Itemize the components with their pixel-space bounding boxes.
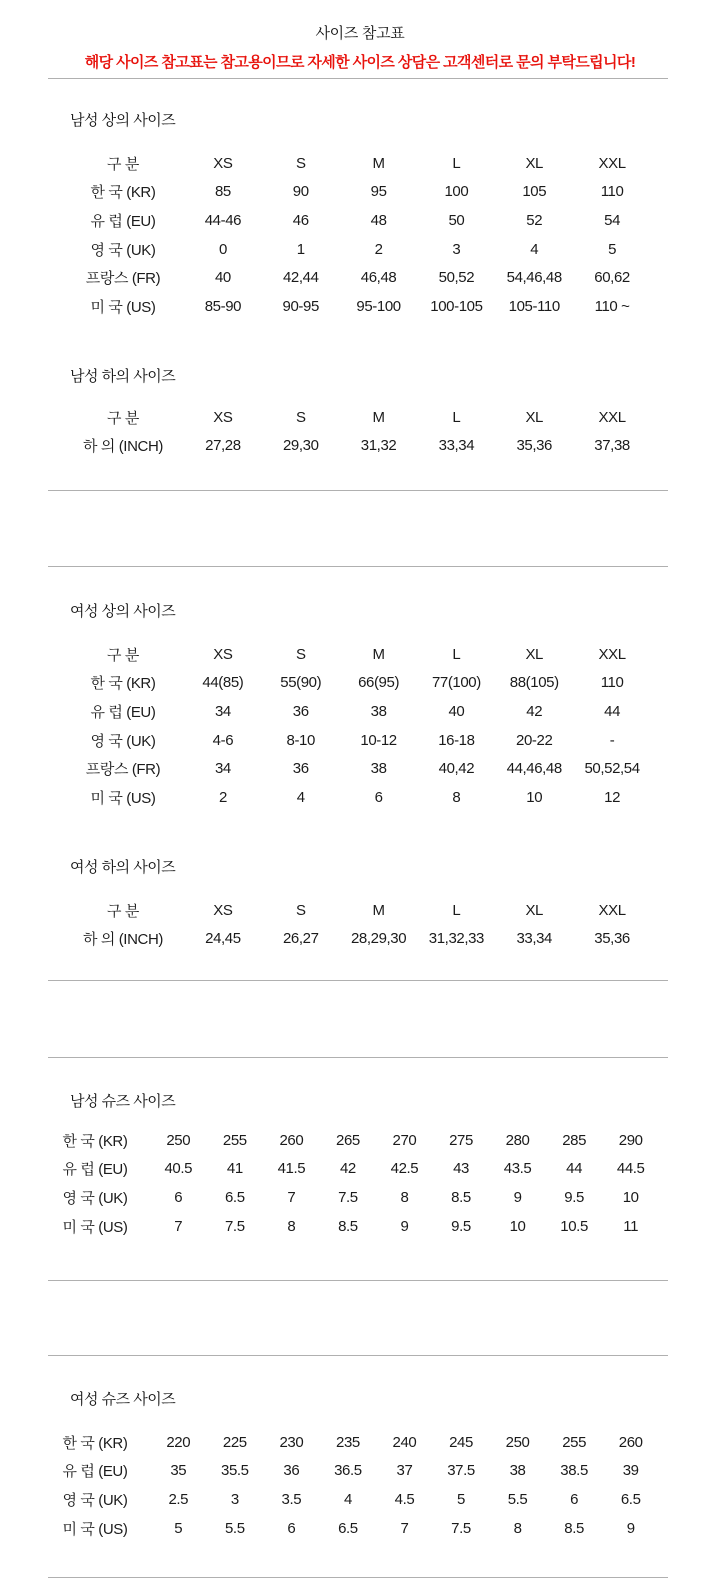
value-cell: - — [609, 731, 615, 749]
table-row — [40, 1126, 659, 1155]
value-cell: 46,48 — [360, 269, 397, 287]
value-cell: 7.5 — [451, 1519, 471, 1537]
value-cell: 8 — [287, 1217, 296, 1235]
value-cell: 88(105) — [509, 674, 559, 692]
value-cell: XXL — [598, 645, 626, 663]
value-cell: 34 — [214, 702, 231, 720]
value-cell: 37,38 — [594, 437, 630, 455]
value-cell: 12 — [604, 788, 621, 806]
value-cell: 48 — [370, 211, 387, 229]
value-cell: 255 — [562, 1433, 587, 1451]
row-label-cell: 구 분 — [107, 646, 139, 664]
value-cell: 60,62 — [594, 269, 630, 287]
row-label-cell: 유 럽 (EU) — [62, 1161, 128, 1179]
men-shoes-size-table — [40, 1126, 659, 1240]
row-label-cell: 미 국 (US) — [90, 789, 156, 807]
value-cell: S — [295, 154, 306, 172]
value-cell: 54 — [604, 211, 621, 229]
value-cell: L — [452, 154, 461, 172]
value-cell: 8.5 — [451, 1188, 471, 1206]
value-cell: 38 — [370, 760, 387, 778]
notice-text: 해당 사이즈 참고표는 참고용이므로 자세한 사이즈 상담은 고객센터로 문의 부탁드립니다! — [84, 54, 636, 71]
value-cell: 1 — [296, 240, 305, 258]
value-cell: XS — [213, 645, 233, 663]
value-cell: 5.5 — [224, 1519, 245, 1537]
value-cell: XS — [213, 901, 233, 919]
value-cell: XXL — [598, 901, 626, 919]
value-cell: 43 — [453, 1160, 469, 1178]
table-row — [40, 1428, 659, 1457]
value-cell: 0 — [218, 240, 227, 258]
value-cell: 28,29,30 — [350, 930, 407, 948]
value-cell: 7 — [174, 1217, 183, 1235]
value-cell: 42 — [526, 702, 543, 720]
value-cell: 100-105 — [430, 297, 483, 315]
divider-line — [48, 566, 668, 567]
value-cell: 9.5 — [564, 1188, 584, 1206]
row-label-cell: 미 국 (US) — [62, 1218, 128, 1236]
row-label-cell: 영 국 (UK) — [62, 1189, 128, 1207]
value-cell: 26,27 — [282, 930, 319, 948]
value-cell: 7 — [287, 1188, 296, 1206]
men-top-size-table — [62, 149, 651, 321]
value-cell: 40,42 — [438, 760, 475, 778]
value-cell: 35,36 — [516, 437, 552, 455]
value-cell: 6 — [374, 788, 383, 806]
value-cell: 8-10 — [286, 731, 315, 749]
value-cell: 35.5 — [221, 1462, 249, 1480]
value-cell: 44 — [566, 1160, 583, 1178]
table-row — [62, 206, 651, 235]
value-cell: 40 — [448, 702, 465, 720]
table-row — [62, 726, 651, 755]
value-cell: 50,52 — [438, 269, 475, 287]
value-cell: XXL — [598, 154, 626, 172]
value-cell: 7.5 — [338, 1188, 358, 1206]
value-cell: 280 — [505, 1131, 530, 1149]
section-title-women-shoes: 여성 슈즈 사이즈 — [70, 1391, 176, 1408]
table-row — [40, 1485, 659, 1514]
value-cell: 90-95 — [282, 297, 319, 315]
row-label-cell: 미 국 (US) — [62, 1520, 128, 1538]
divider-line — [48, 980, 668, 981]
value-cell: 6.5 — [224, 1188, 245, 1206]
value-cell: 4-6 — [212, 731, 234, 749]
row-label-cell: 영 국 (UK) — [62, 1491, 128, 1509]
value-cell: 95-100 — [356, 297, 401, 315]
value-cell: XL — [525, 645, 543, 663]
value-cell: L — [452, 408, 461, 426]
value-cell: 10.5 — [560, 1217, 588, 1235]
divider-line — [48, 1577, 668, 1578]
value-cell: 2 — [374, 240, 383, 258]
divider-line — [48, 1280, 668, 1281]
value-cell: 50 — [448, 211, 465, 229]
value-cell: 2 — [218, 788, 227, 806]
value-cell: 8 — [400, 1188, 409, 1206]
row-label-cell: 유 럽 (EU) — [90, 212, 156, 230]
value-cell: 5.5 — [507, 1490, 528, 1508]
value-cell: M — [372, 901, 385, 919]
value-cell: 34 — [214, 760, 231, 778]
value-cell: 38 — [370, 702, 387, 720]
value-cell: 10-12 — [360, 731, 397, 749]
value-cell: 41.5 — [277, 1160, 306, 1178]
value-cell: 270 — [392, 1131, 417, 1149]
value-cell: XS — [213, 154, 233, 172]
value-cell: 8.5 — [338, 1217, 358, 1235]
value-cell: 85 — [214, 183, 231, 201]
value-cell: M — [372, 154, 385, 172]
table-row — [40, 1212, 659, 1241]
value-cell: 250 — [505, 1433, 530, 1451]
value-cell: 7 — [400, 1519, 409, 1537]
row-label-cell: 하 의 (INCH) — [83, 931, 163, 949]
value-cell: 250 — [166, 1131, 191, 1149]
row-label-cell: 한 국 (KR) — [90, 184, 156, 202]
table-header-row — [62, 640, 651, 669]
value-cell: 55(90) — [280, 674, 322, 692]
value-cell: 38.5 — [560, 1462, 588, 1480]
value-cell: 10 — [526, 788, 543, 806]
value-cell: 38 — [509, 1462, 526, 1480]
value-cell: 8 — [452, 788, 461, 806]
row-label-cell: 영 국 (UK) — [90, 732, 156, 750]
page-title: 사이즈 참고표 — [315, 25, 405, 42]
value-cell: 31,32 — [360, 437, 397, 455]
value-cell: 35 — [170, 1462, 187, 1480]
value-cell: 44(85) — [202, 674, 244, 692]
women-shoes-size-table — [40, 1428, 659, 1542]
value-cell: 285 — [562, 1131, 587, 1149]
value-cell: S — [295, 645, 306, 663]
value-cell: 110 ~ — [594, 297, 630, 315]
value-cell: 7.5 — [224, 1217, 245, 1235]
value-cell: 275 — [449, 1131, 473, 1149]
value-cell: XS — [213, 408, 233, 426]
value-cell: 105 — [522, 183, 547, 201]
row-label-cell: 프랑스 (FR) — [85, 761, 161, 779]
table-row — [62, 925, 651, 954]
value-cell: 3.5 — [281, 1490, 302, 1508]
table-row — [62, 754, 651, 783]
value-cell: M — [372, 645, 385, 663]
value-cell: 9.5 — [451, 1217, 471, 1235]
women-bottom-size-table — [62, 896, 651, 953]
value-cell: 6 — [174, 1188, 183, 1206]
value-cell: 240 — [392, 1433, 417, 1451]
value-cell: 90 — [292, 183, 309, 201]
value-cell: 2.5 — [168, 1490, 189, 1508]
value-cell: 11 — [623, 1217, 639, 1235]
section-title-men-bottom: 남성 하의 사이즈 — [70, 368, 176, 385]
value-cell: 10 — [622, 1188, 639, 1206]
women-top-size-table — [62, 640, 651, 812]
row-label-cell: 유 럽 (EU) — [62, 1463, 128, 1481]
value-cell: 52 — [526, 211, 543, 229]
value-cell: 36.5 — [334, 1462, 362, 1480]
value-cell: 44,46,48 — [506, 760, 562, 778]
value-cell: 4 — [343, 1490, 352, 1508]
divider-line — [48, 1057, 668, 1058]
value-cell: 44.5 — [616, 1160, 645, 1178]
value-cell: 8.5 — [564, 1519, 584, 1537]
table-header-row — [62, 896, 651, 925]
row-label-cell: 한 국 (KR) — [62, 1434, 128, 1452]
row-label-cell: 구 분 — [107, 155, 139, 173]
table-row — [40, 1183, 659, 1212]
value-cell: 33,34 — [516, 930, 552, 948]
value-cell: 95 — [370, 183, 387, 201]
value-cell: 100 — [444, 183, 469, 201]
value-cell: 16-18 — [438, 731, 475, 749]
table-header-row — [62, 149, 651, 178]
divider-line — [48, 78, 668, 79]
value-cell: 41 — [226, 1160, 243, 1178]
value-cell: 9 — [513, 1188, 522, 1206]
value-cell: XXL — [598, 408, 626, 426]
value-cell: 37.5 — [447, 1462, 475, 1480]
value-cell: 260 — [279, 1131, 304, 1149]
value-cell: 44-46 — [204, 211, 242, 229]
value-cell: 33,34 — [438, 437, 475, 455]
value-cell: 36 — [292, 702, 309, 720]
table-row — [62, 669, 651, 698]
value-cell: 37 — [396, 1462, 413, 1480]
value-cell: 4 — [530, 240, 539, 258]
value-cell: 20-22 — [516, 731, 553, 749]
value-cell: 39 — [622, 1462, 639, 1480]
value-cell: 3 — [230, 1490, 239, 1508]
value-cell: S — [295, 408, 306, 426]
row-label-cell: 구 분 — [107, 409, 139, 427]
value-cell: 10 — [509, 1217, 526, 1235]
value-cell: XL — [525, 408, 543, 426]
value-cell: 42,44 — [282, 269, 319, 287]
table-header-row — [62, 403, 651, 432]
value-cell: 77(100) — [431, 674, 481, 692]
value-cell: 220 — [166, 1433, 191, 1451]
row-label-cell: 구 분 — [107, 902, 139, 920]
value-cell: 40.5 — [164, 1160, 193, 1178]
value-cell: 6.5 — [338, 1519, 358, 1537]
value-cell: 5 — [457, 1490, 465, 1508]
row-label-cell: 미 국 (US) — [90, 298, 156, 316]
value-cell: 230 — [279, 1433, 304, 1451]
value-cell: 8 — [513, 1519, 522, 1537]
table-row — [62, 292, 651, 321]
value-cell: 36 — [283, 1462, 300, 1480]
divider-line — [48, 1355, 668, 1356]
value-cell: 9 — [626, 1519, 635, 1537]
value-cell: 245 — [449, 1433, 473, 1451]
value-cell: L — [452, 645, 461, 663]
table-row — [40, 1514, 659, 1543]
value-cell: L — [452, 901, 461, 919]
value-cell: XL — [525, 154, 543, 172]
table-row — [62, 263, 651, 292]
row-label-cell: 한 국 (KR) — [62, 1132, 128, 1150]
row-label-cell: 프랑스 (FR) — [85, 270, 161, 288]
value-cell: 6 — [287, 1519, 296, 1537]
table-row — [40, 1457, 659, 1486]
table-row — [62, 178, 651, 207]
value-cell: 44 — [604, 702, 621, 720]
value-cell: 5 — [174, 1519, 183, 1537]
value-cell: 4.5 — [394, 1490, 415, 1508]
value-cell: 6.5 — [620, 1490, 641, 1508]
value-cell: 9 — [400, 1217, 409, 1235]
value-cell: 255 — [222, 1131, 247, 1149]
section-title-men-top: 남성 상의 사이즈 — [70, 112, 176, 129]
value-cell: 110 — [600, 674, 624, 692]
value-cell: 260 — [618, 1433, 643, 1451]
value-cell: 40 — [214, 269, 231, 287]
table-row — [62, 783, 651, 812]
value-cell: 85-90 — [204, 297, 242, 315]
row-label-cell: 유 럽 (EU) — [90, 703, 156, 721]
table-row — [62, 432, 651, 461]
value-cell: S — [295, 901, 306, 919]
value-cell: 35,36 — [594, 930, 630, 948]
value-cell: 54,46,48 — [506, 269, 562, 287]
value-cell: 3 — [452, 240, 461, 258]
value-cell: 110 — [600, 183, 624, 201]
value-cell: 265 — [336, 1131, 360, 1149]
row-label-cell: 하 의 (INCH) — [83, 438, 163, 456]
table-row — [40, 1155, 659, 1184]
table-row — [62, 235, 651, 264]
value-cell: 24,45 — [205, 930, 241, 948]
value-cell: 50,52,54 — [584, 760, 640, 778]
value-cell: 31,32,33 — [428, 930, 484, 948]
value-cell: 43.5 — [503, 1160, 532, 1178]
value-cell: 36 — [292, 760, 309, 778]
value-cell: 105-110 — [508, 297, 560, 315]
value-cell: 42 — [339, 1160, 356, 1178]
value-cell: 5 — [608, 240, 617, 258]
value-cell: 225 — [222, 1433, 247, 1451]
value-cell: 6 — [570, 1490, 579, 1508]
value-cell: 4 — [296, 788, 305, 806]
table-row — [62, 697, 651, 726]
section-title-men-shoes: 남성 슈즈 사이즈 — [70, 1093, 176, 1110]
divider-line — [48, 490, 668, 491]
value-cell: 290 — [618, 1131, 643, 1149]
row-label-cell: 영 국 (UK) — [90, 241, 156, 259]
section-title-women-bottom: 여성 하의 사이즈 — [70, 859, 176, 876]
value-cell: 42.5 — [390, 1160, 419, 1178]
value-cell: 46 — [292, 211, 309, 229]
value-cell: 235 — [336, 1433, 360, 1451]
men-bottom-size-table — [62, 403, 651, 460]
value-cell: 27,28 — [205, 437, 241, 455]
value-cell: 66(95) — [358, 674, 400, 692]
row-label-cell: 한 국 (KR) — [90, 675, 156, 693]
value-cell: M — [372, 408, 385, 426]
section-title-women-top: 여성 상의 사이즈 — [70, 603, 176, 620]
value-cell: XL — [525, 901, 543, 919]
value-cell: 29,30 — [282, 437, 319, 455]
